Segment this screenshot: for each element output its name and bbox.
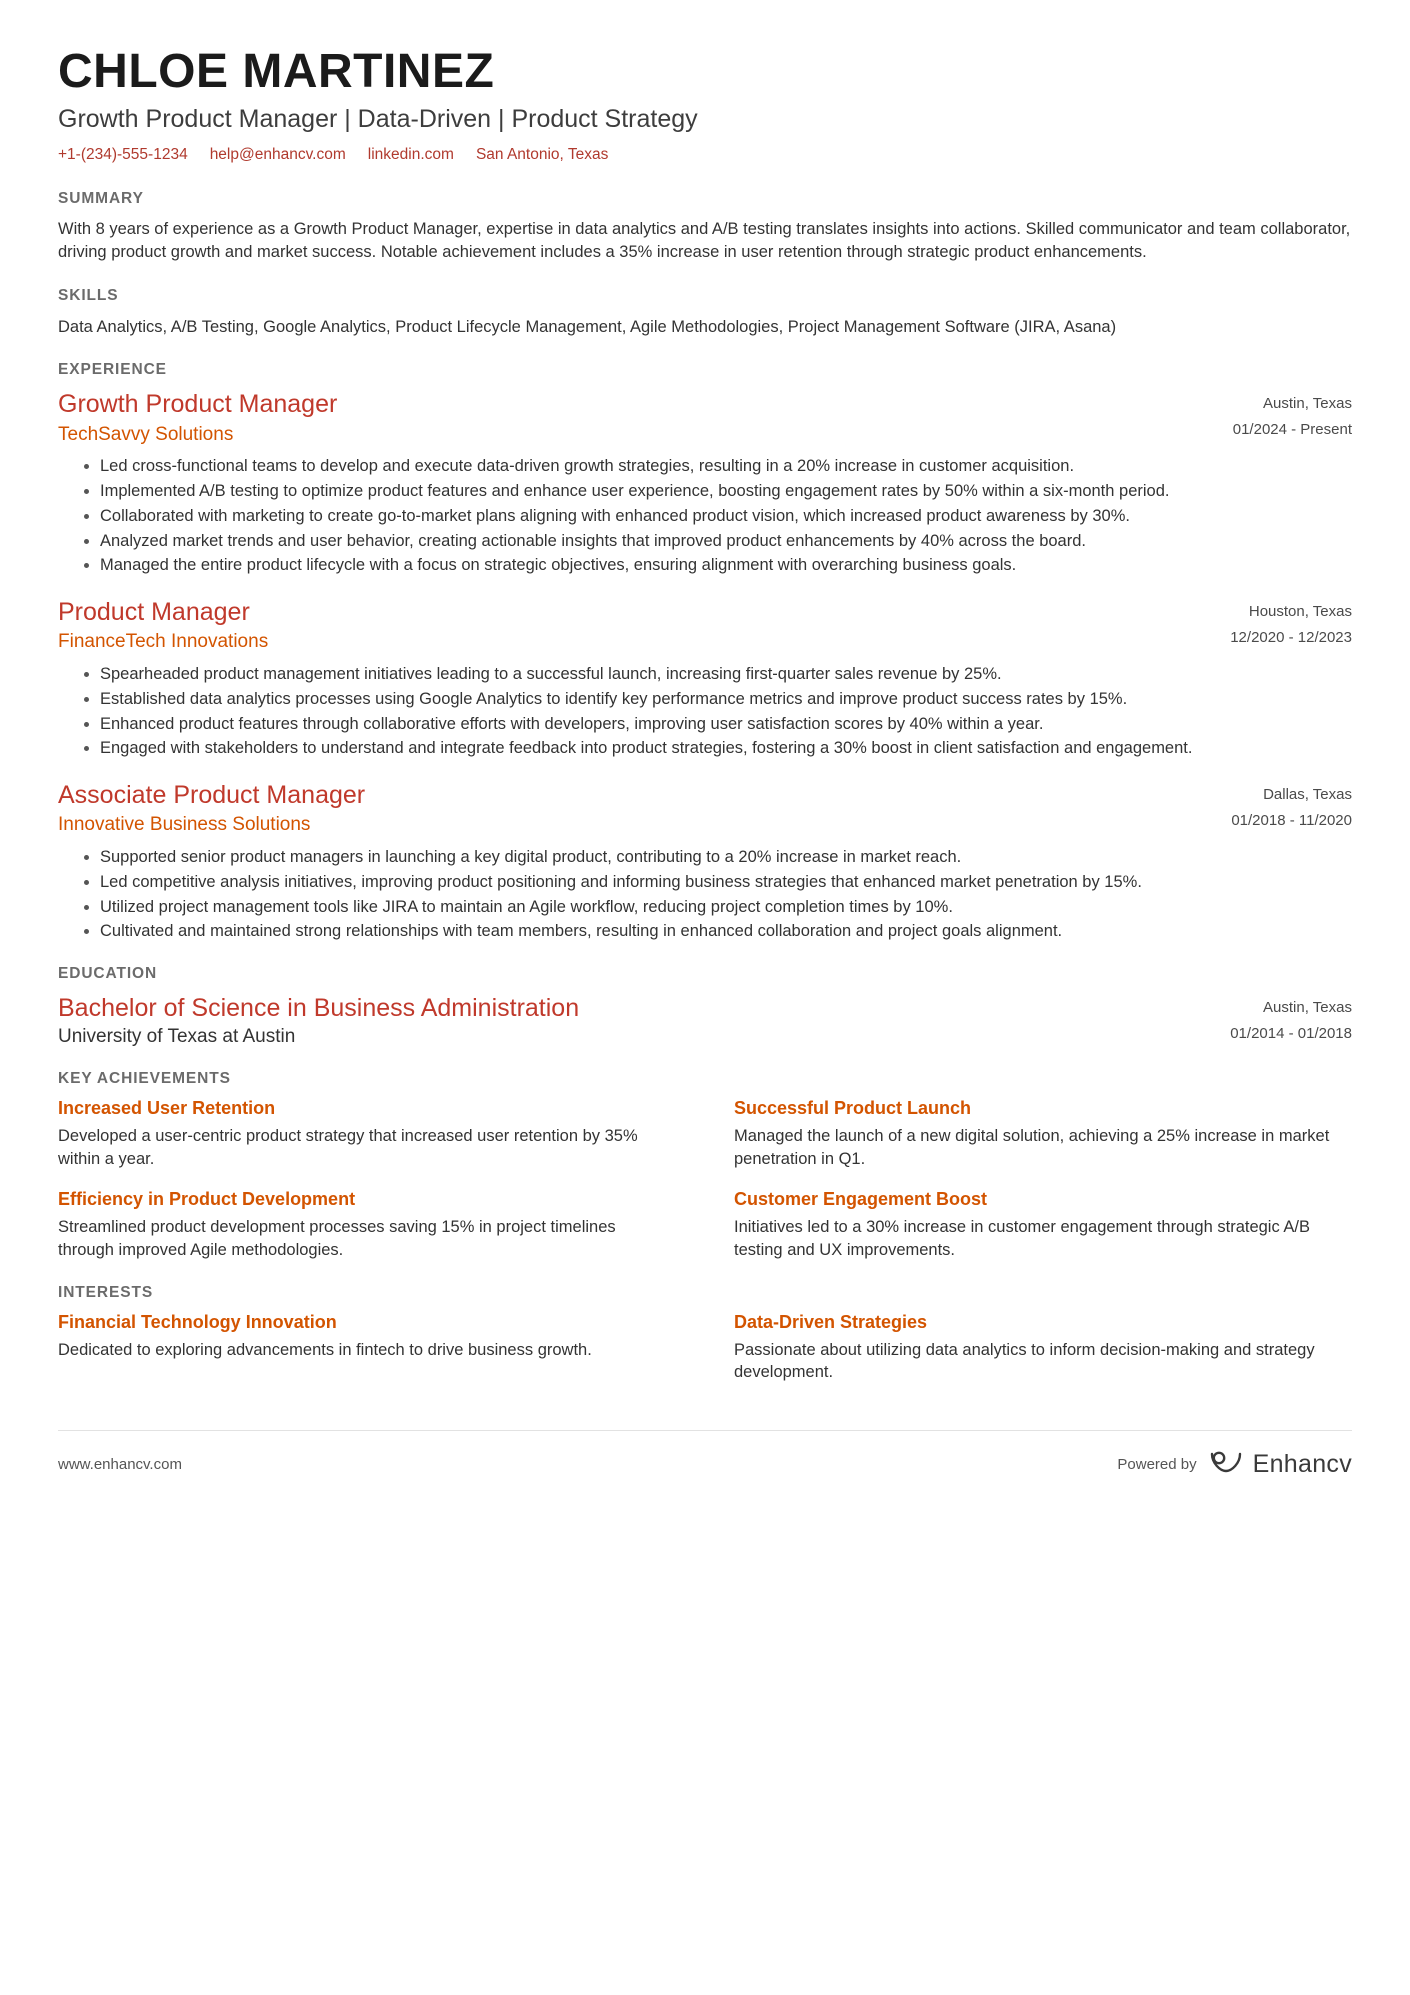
interest-card (58, 1312, 676, 1385)
job-bullet: Enhanced product features through collaborative efforts with developers, improving user satisfaction scores by 40% within a year. (84, 713, 1352, 736)
job-bullet: Utilized project management tools like JIRA to maintain an Agile workflow, reducing project completion times by 10%. (84, 896, 1352, 919)
job-location: Houston, Texas (1248, 603, 1352, 621)
job-dates: 01/2018 - 11/2020 (1231, 811, 1352, 829)
job-company: Innovative Business Solutions (58, 814, 311, 836)
skills-section (58, 287, 1352, 340)
skills-text: Data Analytics, A/B Testing, Google Analytics, Product Lifecycle Management, Agile Methodologies, Project Management Software (JIRA, Asana) (58, 317, 1117, 336)
footer-branding (1117, 1449, 1352, 1480)
interests-section (58, 1284, 1352, 1385)
brand-lockup (1209, 1449, 1352, 1480)
skills-section-title: SKILLS (58, 286, 119, 304)
interests-grid (58, 1312, 1352, 1385)
education-section-title: EDUCATION (58, 965, 158, 983)
education-dates: 01/2014 - 01/2018 (1230, 1024, 1352, 1042)
achievement-title: Customer Engagement Boost (734, 1188, 988, 1209)
job-dates: 12/2020 - 12/2023 (1230, 628, 1352, 646)
job-bullet: Implemented A/B testing to optimize product features and enhance user experience, boosting engagement rates by 50% within a six-month period. (84, 480, 1352, 503)
experience-item (58, 780, 1352, 943)
job-bullet: Established data analytics processes using Google Analytics to identify key performance metrics and improve product success rates by 15%. (84, 688, 1352, 711)
education-degree: Bachelor of Science in Business Administration (58, 994, 580, 1023)
education-section (58, 965, 1352, 1048)
candidate-name: CHLOE MARTINEZ (58, 45, 495, 98)
achievement-text: Streamlined product development processes saving 15% in project timelines through improved Agile methodologies. (58, 1217, 616, 1259)
job-title: Growth Product Manager (58, 390, 338, 419)
candidate-headline: Growth Product Manager | Data-Driven | Product Strategy (58, 104, 698, 133)
education-item (58, 993, 1352, 1048)
experience-section (58, 361, 1352, 943)
achievement-card (58, 1189, 676, 1262)
contact-phone: +1-(234)-555-1234 (58, 145, 188, 163)
summary-section (58, 190, 1352, 265)
job-location: Austin, Texas (1263, 395, 1352, 413)
interest-title: Financial Technology Innovation (58, 1311, 337, 1332)
job-bullet: Analyzed market trends and user behavior, creating actionable insights that improved product enhancements by 40% across the board. (84, 530, 1352, 553)
summary-section-title: SUMMARY (58, 189, 144, 207)
experience-item (58, 389, 1352, 577)
achievement-title: Increased User Retention (58, 1098, 276, 1119)
job-company: FinanceTech Innovations (58, 631, 269, 653)
job-bullets (58, 663, 1352, 760)
job-bullets (58, 455, 1352, 577)
job-bullet: Spearheaded product management initiatives leading to a successful launch, increasing first-quarter sales revenue by 25%. (84, 663, 1352, 686)
achievement-text: Initiatives led to a 30% increase in customer engagement through strategic A/B testing and UX improvements. (734, 1217, 1310, 1259)
job-bullet: Managed the entire product lifecycle with a focus on strategic objectives, ensuring alignment with overarching business goals. (84, 554, 1352, 577)
achievement-card (734, 1189, 1352, 1262)
achievement-text: Managed the launch of a new digital solution, achieving a 25% increase in market penetration in Q1. (734, 1127, 1330, 1169)
contact-email[interactable]: help@enhancv.com (209, 145, 346, 163)
contact-row (58, 146, 1352, 164)
interest-text: Dedicated to exploring advancements in fintech to drive business growth. (58, 1340, 592, 1359)
job-title: Associate Product Manager (58, 781, 366, 810)
achievements-section (58, 1070, 1352, 1261)
job-bullet: Collaborated with marketing to create go-to-market plans aligning with enhanced product vision, which increased product awareness by 30%. (84, 505, 1352, 528)
page-footer (58, 1430, 1352, 1502)
interest-title: Data-Driven Strategies (734, 1311, 928, 1332)
brand-name: Enhancv (1252, 1450, 1352, 1479)
education-school: University of Texas at Austin (58, 1026, 296, 1048)
job-dates: 01/2024 - Present (1232, 420, 1352, 438)
experience-item (58, 597, 1352, 760)
powered-by-label: Powered by (1117, 1456, 1197, 1474)
achievement-text: Developed a user-centric product strategy that increased user retention by 35% within a year. (58, 1127, 638, 1169)
job-title: Product Manager (58, 598, 250, 627)
enhancv-logo-icon (1209, 1449, 1245, 1480)
interest-text: Passionate about utilizing data analytics to inform decision-making and strategy development. (734, 1340, 1315, 1382)
interest-card (734, 1312, 1352, 1385)
resume-header (58, 46, 1352, 164)
interests-section-title: INTERESTS (58, 1283, 154, 1301)
achievements-section-title: KEY ACHIEVEMENTS (58, 1070, 231, 1088)
achievements-grid (58, 1098, 1352, 1261)
contact-location: San Antonio, Texas (475, 145, 609, 163)
achievement-card (58, 1098, 676, 1171)
summary-text: With 8 years of experience as a Growth Product Manager, expertise in data analytics and A/B testing translates insights into actions. Skilled communicator and team collaborator, driving product growth and market success. Notable achievement includes a 35% increase in user retention through strategic product enhancements. (58, 219, 1351, 262)
job-bullet: Led cross-functional teams to develop and execute data-driven growth strategies, resulting in a 20% increase in customer acquisition. (84, 455, 1352, 478)
job-bullet: Led competitive analysis initiatives, improving product positioning and informing business strategies that enhanced market penetration by 15%. (84, 871, 1352, 894)
job-bullet: Cultivated and maintained strong relationships with team members, resulting in enhanced collaboration and project goals alignment. (84, 920, 1352, 943)
job-location: Dallas, Texas (1263, 786, 1352, 804)
job-bullet: Engaged with stakeholders to understand and integrate feedback into product strategies, fostering a 30% boost in client satisfaction and engagement. (84, 737, 1352, 760)
footer-url[interactable]: www.enhancv.com (58, 1456, 182, 1474)
achievement-title: Efficiency in Product Development (58, 1188, 356, 1209)
contact-linkedin[interactable]: linkedin.com (367, 145, 454, 163)
experience-section-title: EXPERIENCE (58, 361, 167, 379)
job-company: TechSavvy Solutions (58, 423, 234, 445)
achievement-card (734, 1098, 1352, 1171)
job-bullet: Supported senior product managers in launching a key digital product, contributing to a 20% increase in market reach. (84, 846, 1352, 869)
education-location: Austin, Texas (1263, 999, 1352, 1017)
job-bullets (58, 846, 1352, 943)
achievement-title: Successful Product Launch (734, 1098, 972, 1119)
